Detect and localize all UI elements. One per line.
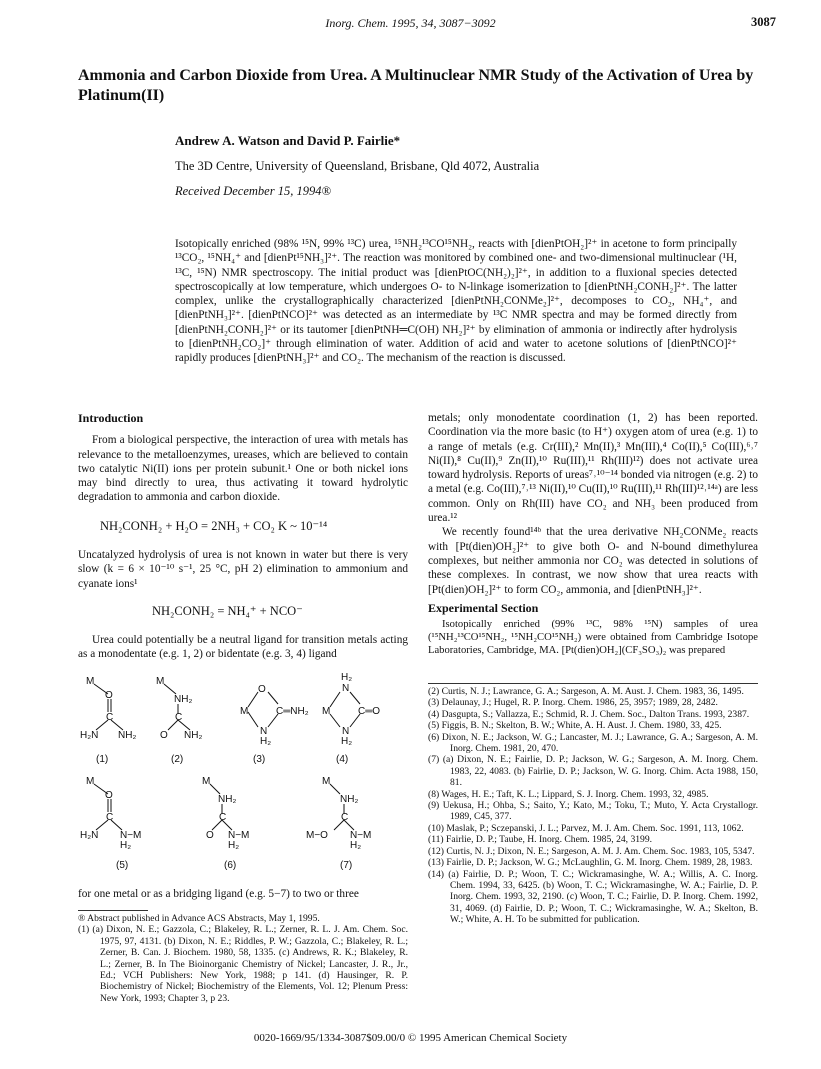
struct4-metal: M (322, 706, 331, 717)
struct7-amine: NH₂ (340, 794, 359, 805)
intro-paragraph-3 (78, 633, 408, 662)
abstract: Isotopically enriched (98% ¹⁵N, 99% ¹³C) urea, ¹⁵NH₂¹³CO¹⁵NH₂, reacts with [dienPtOH₂]²⁺ in acetone to form principally ¹³CO₂, ¹⁵NH₄⁺ and [dienPt¹⁵NH₃]²⁺. The reaction was monitored by combined one- and two-dimensional multinuclear (¹H, ¹³C, ¹⁵N) NMR spectroscopy. The initial product was [dienPtOC(NH₂)₂]²⁺, in addition to a fluxional species detected spectroscopically at low temperature, which undergoes O- to N-linkage isomerization to [dienPtNH₂CONH₂]²⁺. The latter complex, unlike the crystallographically characterized [dienPtNH₂CONMe₂]²⁺, decomposes to CO₂, NH₄⁺, and [dienPtNH₃]²⁺. [dienPtNCO]²⁺ was detected as an intermediate by ¹³C NMR spectra and may be formed directly from [dienPtNH₂CONH₂]²⁺ or its tautomer [dienPtNH═C(OH) NH₂]²⁺ by elimination of ammonia or indirectly after hydrolysis to [dienPtNH₂CO₂]⁺ through elimination of water. Addition of acid and water to acetone solutions of [dienPtNCO]²⁺ rapidly produces [dienPtNH₃]²⁺ and CO₂. The mechanism of the reaction is discussed. (175, 238, 737, 365)
struct5-amine: H₂N (80, 830, 99, 841)
equation-2: NH₂CONH₂ = NH₄⁺ + NCO⁻ (152, 604, 303, 618)
label-7: (7) (340, 860, 353, 871)
label-3: (3) (253, 754, 266, 765)
struct7-nitrogen-metal: N−M (350, 830, 372, 841)
reference-5: (5) Figgis, B. N.; Skelton, B. W.; White, A. H. Aust. J. Chem. 1980, 33, 425. (428, 720, 722, 732)
experimental-heading: Experimental Section (428, 600, 539, 615)
reference-7: (7) (a) Dixon, N. E.; Fairlie, D. P.; Jackson, W. G.; Sargeson, A. M. Inorg. Chem. 1983, 22, 4083. (b) Fairlie, D. P.; Jackson, W. G. Inorg. Chim. Acta 1988, 150, 81. (428, 754, 758, 789)
struct6-carbon: C (219, 812, 227, 823)
reference-9: (9) Uekusa, H.; Ohba, S.; Saito, Y.; Kato, M.; Toku, T.; Muto, Y. Acta Crystallogr. 1989, C45, 377. (428, 800, 758, 823)
struct1-carbon: C (106, 712, 114, 723)
label-1: (1) (96, 754, 109, 765)
reference-2: (2) Curtis, N. J.; Lawrance, G. A.; Sargeson, A. M. Aust. J. Chem. 1983, 36, 1495. (428, 686, 744, 697)
struct7-carbon: C (341, 812, 349, 823)
reference-8: (8) Wages, H. E.; Taft, K. L.; Lippard, S. J. Inorg. Chem. 1993, 32, 4985. (428, 788, 709, 800)
journal-header: Inorg. Chem. 1995, 34, 3087−3092 (325, 16, 496, 30)
left-column (78, 411, 408, 505)
struct4-carbonyl: C═O (358, 706, 381, 717)
struct1-amine-left: H₂N (80, 730, 99, 741)
equation-1: NH₂CONH₂ + H₂O = 2NH₃ + CO₂ K ~ 10⁻¹⁴ (100, 519, 328, 533)
footnote-rule (78, 910, 148, 911)
received-date: Received December 15, 1994® (175, 184, 331, 198)
intro-paragraph-2-text: Uncatalyzed hydrolysis of urea is not known in water but there is very slow (k = 6 × 10⁻¹⁰ s⁻¹, 25 °C, pH 2) elimination to ammonium and cyanate ions¹ (78, 549, 408, 590)
struct5-oxygen: O (105, 790, 113, 801)
right-paragraph-2: We recently found¹⁴ᵇ that the urea derivative NH₂CONMe₂ reacts with [Pt(dien)OH₂]²⁺ to give both O- and N-bound dimethylurea complexes, but neither ammonia nor CO₂ was detected in solutions of these complexes. In contrast, we now show that urea reacts with [Pt(dien)OH₂]²⁺ to form CO₂, ammonia, and [dienPtNH₃]²⁺. (428, 526, 758, 596)
struct3-nitrogen: N (260, 726, 268, 737)
introduction-heading: Introduction (78, 411, 144, 425)
struct7-metal: M (322, 776, 331, 787)
struct2-amine: NH₂ (174, 694, 193, 705)
struct4-hydrogen-bottom: H₂ (341, 736, 353, 747)
right-column (428, 411, 758, 657)
label-4: (4) (336, 754, 349, 765)
struct5-hydrogen: H₂ (120, 840, 132, 851)
reference-6: (6) Dixon, N. E.; Jackson, W. G.; Lancaster, M. J.; Lawrance, G. A.; Sargeson, A. M. Inorg. Chem. 1981, 20, 470. (428, 731, 758, 755)
struct3-metal: M (240, 706, 249, 717)
experimental-paragraph: Isotopically enriched (99% ¹³C, 98% ¹⁵N) samples of urea (¹⁵NH₂¹³CO¹⁵NH₂, ¹⁵NH₂CO¹⁵NH₂) were obtained from Cambridge Isotope Laboratories, Cambridge, MA. [Pt(dien)OH₂](CF₃SO₃)₂ was prepared (428, 619, 758, 657)
label-6: (6) (224, 860, 237, 871)
struct5-carbon: C (106, 812, 114, 823)
reference-11: (11) Fairlie, D. P.; Taube, H. Inorg. Chem. 1985, 24, 3199. (428, 834, 653, 846)
struct4-nitrogen-top: N (342, 683, 350, 694)
struct1-metal: M (86, 676, 95, 687)
label-5: (5) (116, 860, 129, 871)
reference-10: (10) Maslak, P.; Sczepanski, J. L.; Parvez, M. J. Am. Chem. Soc. 1991, 113, 1062. (428, 822, 744, 834)
page-number: 3087 (751, 15, 776, 29)
struct3-carbon-imine: C═NH₂ (276, 706, 309, 717)
struct6-oxygen: O (206, 830, 214, 841)
reference-14: (14) (a) Fairlie, D. P.; Woon, T. C.; Wickramasinghe, W. A.; Willis, A. C. Inorg. Chem. 1994, 33, 6425. (b) Woon, T. C.; Wickramasinghe, W. A.; Fairlie, D. P. Inorg. Chem. 1993, 32, 2190. (c) Woon, T. C.; Fairlie, D. P. Inorg. Chem. 1992, 31, 4069. (d) Fairlie, D. P.; Woon, T. C.; Wickramasinghe, W. A.; Skelton, B. W.; White, A. H. To be submitted for publication. (428, 868, 758, 926)
struct1-amine-right: NH₂ (118, 730, 137, 741)
reference-3: (3) Delaunay, J.; Hugel, R. P. Inorg. Chem. 1986, 25, 3957; 1989, 28, 2482. (428, 697, 718, 709)
footnote-abstract: ® Abstract published in Advance ACS Abstracts, May 1, 1995. (78, 913, 320, 924)
struct2-carbon: C (175, 712, 183, 723)
right-paragraph-1: metals; only monodentate coordination (1, 2) has been reported. Coordination via the more basic (to H⁺) oxygen atom of urea (e.g. 1) to a range of metals (e.g. Cr(III),² Mn(II),³ Mn(III),⁴ Co(II),⁵ Co(III),⁶˒⁷ Ni(II),⁸ Cu(II),⁹ Zn(II),¹⁰ Ru(III),¹¹ Rh(III)¹²) does not activate urea toward hydrolysis. Reports of ureas⁷˒¹⁰⁻¹⁴ bonded via nitrogen (e.g. 2) to a metal (e.g. Co(III),⁷˒¹³ Ni(II),¹⁰ Cu(II),¹⁰ Ru(III),¹¹ Rh(III)¹²˒¹⁴ᵃ) are less common. Only on Rh(III) have CO₂ and NH₃ been produced from urea.¹² (428, 412, 758, 525)
struct7-hydrogen: H₂ (350, 840, 362, 851)
struct7-metal-oxygen: M−O (306, 830, 328, 841)
struct2-metal: M (156, 676, 165, 687)
struct6-nitrogen-metal: N−M (228, 830, 250, 841)
article-title: Ammonia and Carbon Dioxide from Urea. A Multinuclear NMR Study of the Activation of Urea by Platinum(II) (78, 67, 754, 104)
references-rule (428, 683, 758, 684)
struct2-oxygen: O (160, 730, 168, 741)
reference-12: (12) Curtis, N. J.; Dixon, N. E.; Sargeson, A. M. J. Am. Chem. Soc. 1983, 105, 5347. (428, 845, 755, 857)
intro-paragraph-4-text: for one metal or as a bridging ligand (e.g. 5−7) to two or three (78, 888, 359, 900)
intro-paragraph-4 (78, 887, 408, 901)
struct6-hydrogen: H₂ (228, 840, 240, 851)
struct6-amine: NH₂ (218, 794, 237, 805)
struct2-amine-right: NH₂ (184, 730, 203, 741)
right-references (428, 686, 758, 926)
affiliation: The 3D Centre, University of Queensland, Brisbane, Qld 4072, Australia (175, 159, 540, 173)
reference-13: (13) Fairlie, D. P.; Jackson, W. G.; McLaughlin, G. M. Inorg. Chem. 1989, 28, 1983. (428, 857, 753, 869)
struct4-hydrogen-top: H₂ (341, 672, 353, 683)
urea-structures-figure (78, 672, 408, 882)
left-footnotes (78, 913, 408, 1004)
intro-paragraph-1: From a biological perspective, the interaction of urea with metals has relevance to the metalloenzymes, ureases, which are believed to contain two catalytic Ni(II) ions per protein subunit.¹ One or both nickel ions may bind directly to urea, thus activating it toward hydrolytic degradation to ammonia and carbon dioxide. (78, 434, 408, 504)
struct3-oxygen: O (258, 684, 266, 695)
struct5-nitrogen-metal: N−M (120, 830, 142, 841)
reference-4: (4) Dasgupta, S.; Vallazza, E.; Schmid, R. J. Chem. Soc., Dalton Trans. 1993, 2387. (428, 708, 750, 720)
intro-paragraph-3-text: Urea could potentially be a neutral ligand for transition metals acting as a monodentate (e.g. 1, 2) or bidentate (e.g. 3, 4) ligand (78, 634, 408, 661)
authors: Andrew A. Watson and David P. Fairlie* (175, 133, 401, 148)
page-footer: 0020-1669/95/1334-3087$09.00/0 © 1995 American Chemical Society (253, 1032, 568, 1044)
struct6-metal: M (202, 776, 211, 787)
struct3-hydrogen: H₂ (260, 736, 272, 747)
label-2: (2) (171, 754, 184, 765)
reference-1: (1) (a) Dixon, N. E.; Gazzola, C.; Blakeley, R. L.; Zerner, R. L. J. Am. Chem. Soc. 1975, 97, 4131. (b) Dixon, N. E.; Riddles, P. W.; Gazzola, C.; Blakeley, R. L.; Zerner, B. Can. J. Biochem. 1980, 58, 1335. (c) Andrews, R. K.; Blakeley, R. L.; Zerner, B. In The Bioinorganic Chemistry of Nickel; Lancaster, J. R., Jr., Ed.; VCH Publishers: New York, 1988; p 141. (d) Hausinger, R. P. Biochemistry of Nickel; Biochemistry of the Elements, Vol. 12; Plenum Press: New York, 1993; Chapter 3, p 23. (78, 924, 408, 1004)
intro-paragraph-2 (78, 548, 408, 591)
struct4-nitrogen-bottom: N (342, 726, 350, 737)
struct5-metal: M (86, 776, 95, 787)
struct1-oxygen: O (105, 690, 113, 701)
